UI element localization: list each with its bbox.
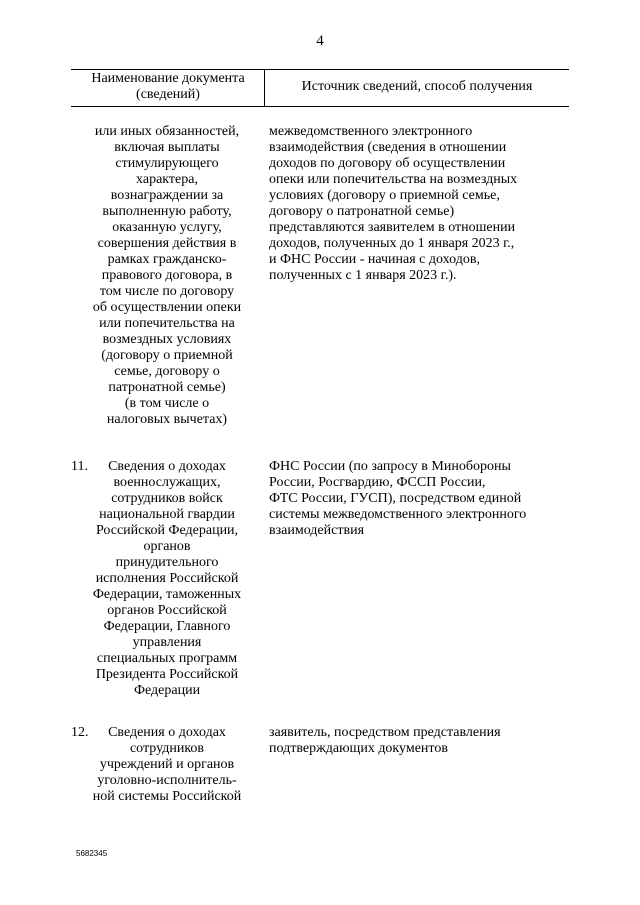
header-document-name — [72, 71, 264, 103]
document-code: 5682345 — [76, 849, 108, 858]
row-number: 11. — [71, 459, 88, 474]
header-source: Источник сведений, способ получения — [301, 79, 533, 94]
row-source: межведомственного электронного взаимодействия (сведения в отношении доходов по договору об осуществлении опеки или попечительства на возмездных условиях (договору о приемной семье, договору о патронатной семье) представляются заявителем в отношении доходов, полученных до 1 января 2023 г., и ФНС России - начиная с доходов, полученных с 1 января 2023 г.). — [269, 124, 518, 283]
page-number: 4 — [316, 33, 324, 49]
row-source: заявитель, посредством представления подтверждающих документов — [269, 725, 501, 756]
header-bottom-rule — [71, 106, 569, 107]
row-number: 12. — [71, 725, 89, 740]
row-document-name: Сведения о доходах сотрудников учреждений и органов уголовно-исполнитель- ной системы Российской — [92, 725, 242, 804]
header-document-name-line2: (сведений) — [136, 87, 200, 102]
row-document-name: или иных обязанностей, включая выплаты стимулирующего характера, вознаграждении за выполненную работу, оказанную услугу, совершения действия в рамках гражданско- правового договора, в том числе по договору об осуществлении опеки или попечительства на возмездных условиях (договору о приемной семье, договору о патронатной семье) (в том числе о налоговых вычетах) — [92, 124, 242, 427]
header-document-name-line1: Наименование документа — [91, 71, 245, 86]
header-top-rule — [71, 69, 569, 70]
row-source: ФНС России (по запросу в Минобороны России, Росгвардию, ФССП России, ФТС России, ГУСП), посредством единой системы межведомственного электронного взаимодействия — [269, 459, 527, 538]
row-document-name: Сведения о доходах военнослужащих, сотрудников войск национальной гвардии Российской Федерации, органов принудительного исполнения Российской Федерации, таможенных органов Российской Федерации, Главного управления специальных программ Президента Российской Федерации — [92, 459, 242, 698]
